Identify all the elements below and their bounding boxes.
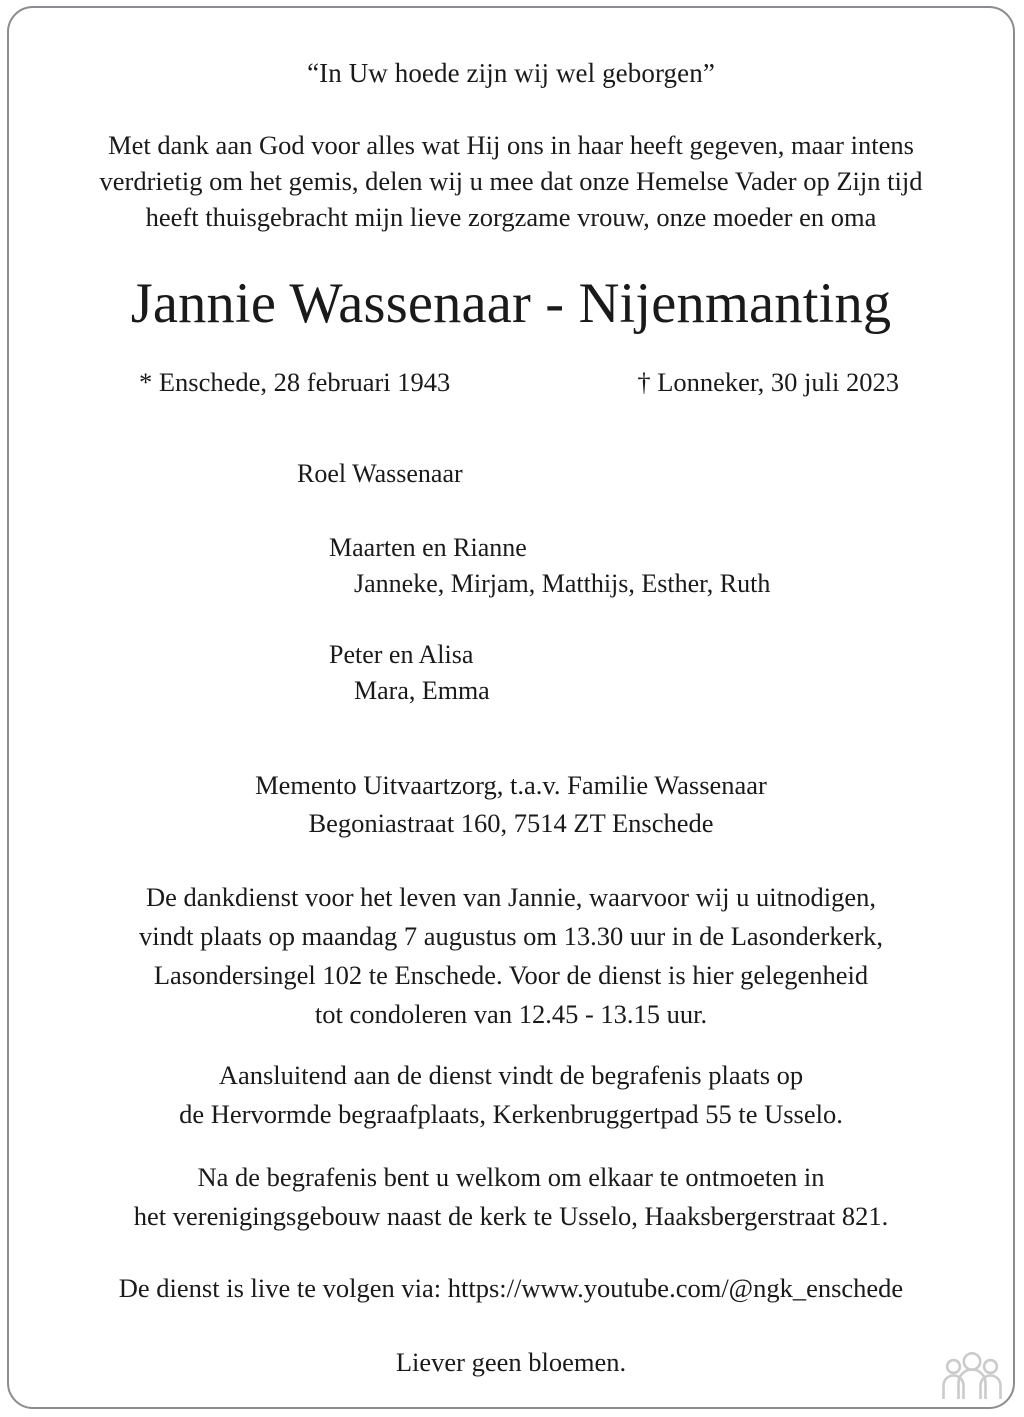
memorial-intro-line-1: Met dank aan God voor alles wat Hij ons in haar heeft gegeven, maar intens — [108, 130, 914, 160]
burial-line-1: Aansluitend aan de dienst vindt de begrafenis plaats op — [218, 1060, 804, 1090]
memorial-intro-line-2: verdrietig om het gemis, delen wij u mee dat onze Hemelse Vader op Zijn tijd — [99, 166, 923, 196]
livestream-line: De dienst is live te volgen via: https://www.youtube.com/@ngk_enschede — [118, 1273, 904, 1303]
birth-death-line — [139, 365, 899, 399]
memorial-card-inner — [9, 8, 1013, 1407]
family-group-icon — [939, 1349, 1005, 1401]
funeral-agency-address — [9, 766, 1013, 842]
service-line-4: tot condoleren van 12.45 - 13.15 uur. — [314, 999, 708, 1029]
memorial-quote: “In Uw hoede zijn wij wel geborgen” — [307, 58, 715, 88]
reception-line-2: het verenigingsgebouw naast de kerk te Usselo, Haaksbergerstraat 821. — [133, 1201, 889, 1231]
service-details — [49, 878, 973, 1034]
service-line-1: De dankdienst voor het leven van Jannie, waarvoor wij u uitnodigen, — [145, 882, 877, 912]
memorial-intro — [65, 127, 957, 235]
funeral-agency-street: Begoniastraat 160, 7514 ZT Enschede — [308, 808, 714, 838]
family-list — [9, 456, 1013, 709]
deceased-full-name: Jannie Wassenaar - Nijenmanting — [130, 272, 892, 335]
family-spacer-1 — [9, 492, 1013, 530]
flowers-note: Liever geen bloemen. — [395, 1347, 627, 1377]
memorial-intro-line-3: heeft thuisgebracht mijn lieve zorgzame vrouw, onze moeder en oma — [145, 202, 877, 232]
funeral-agency-name: Memento Uitvaartzorg, t.a.v. Familie Wassenaar — [255, 770, 767, 800]
birth-date: * Enschede, 28 februari 1943 — [139, 367, 451, 397]
reception-line-1: Na de begrafenis bent u welkom om elkaar te ontmoeten in — [197, 1162, 825, 1192]
burial-details — [49, 1056, 973, 1134]
family-group-2-children: Mara, Emma — [354, 676, 490, 705]
family-group-1-children: Janneke, Mirjam, Matthijs, Esther, Ruth — [354, 569, 771, 598]
family-spacer-2 — [9, 602, 1013, 637]
memorial-card — [7, 6, 1015, 1409]
family-group-1-parents: Maarten en Rianne — [329, 533, 527, 562]
reception-details — [39, 1158, 983, 1236]
service-line-3: Lasondersingel 102 te Enschede. Voor de dienst is hier gelegenheid — [153, 960, 869, 990]
family-group-2-parents: Peter en Alisa — [329, 640, 474, 669]
service-line-2: vindt plaats op maandag 7 augustus om 13.30 uur in de Lasonderkerk, — [138, 921, 884, 951]
death-date: † Lonneker, 30 juli 2023 — [637, 367, 899, 397]
family-spouse: Roel Wassenaar — [297, 459, 463, 488]
burial-line-2: de Hervormde begraafplaats, Kerkenbruggertpad 55 te Usselo. — [179, 1099, 843, 1129]
